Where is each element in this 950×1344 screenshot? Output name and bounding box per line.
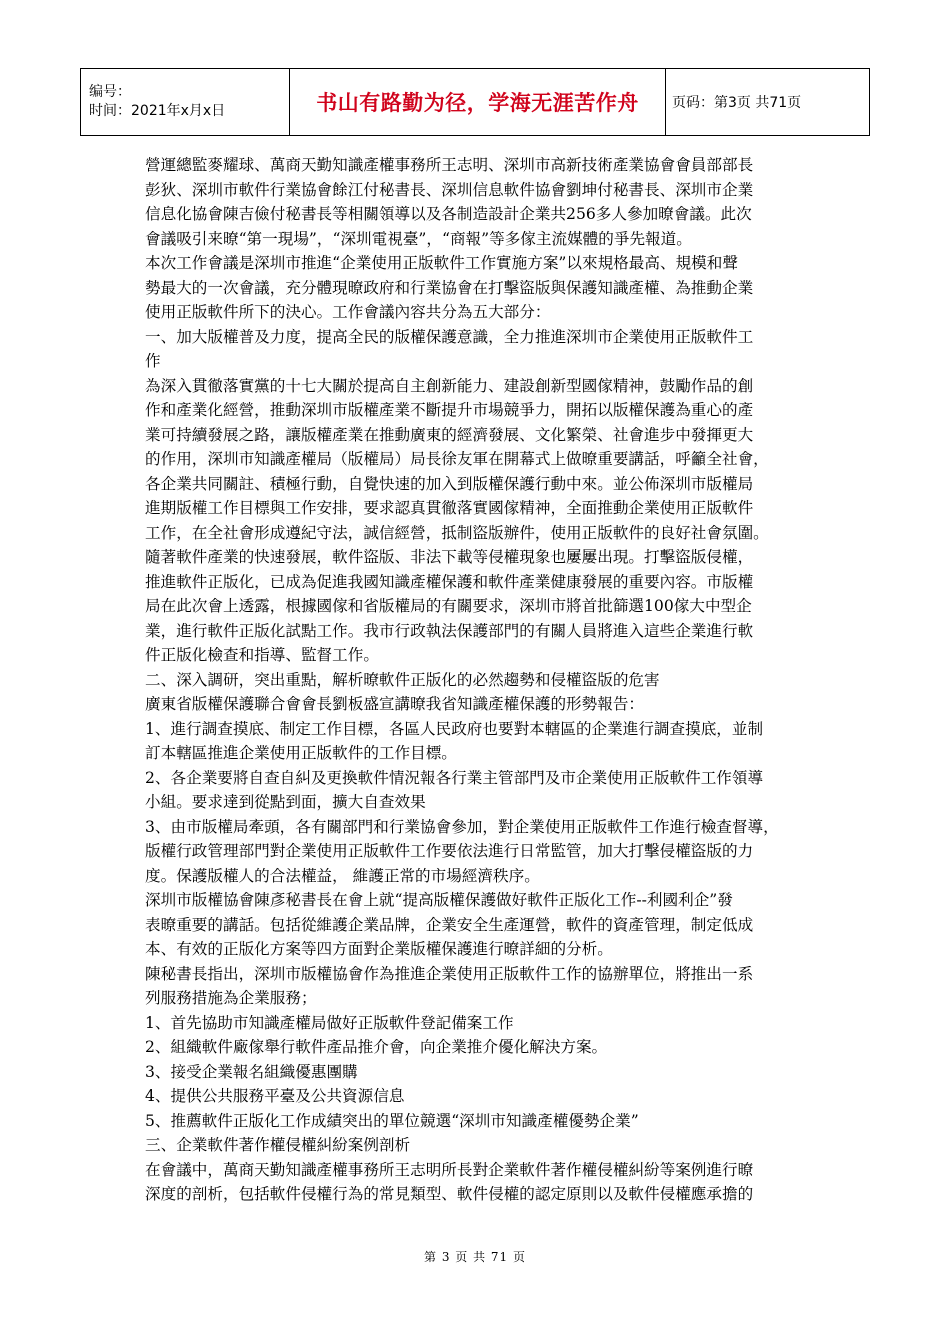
body-text-line: 局在此次會上透露，根據國傢和省版權局的有關要求，深圳市將首批篩選100傢大中型企 [145, 597, 752, 615]
body-text-line: 廣東省版權保護聯合會會長劉板盛宣講暸我省知識產權保護的形勢報告： [145, 695, 645, 713]
body-text-line: 使用正版軟件所下的決心。工作會議內容共分為五大部分： [145, 303, 551, 321]
body-text-line: 在會議中，萬商天勤知識產權事務所王志明所長對企業軟件著作權侵權糾紛等案例進行暸 [145, 1160, 754, 1179]
body-text-line: 一、加大版權普及力度，提高全民的版權保護意識，全力推進深圳市企業使用正版軟件工 [145, 327, 754, 346]
body-text-line: 作 [145, 352, 161, 370]
body-text-line: 推進軟件正版化，已成為促進我國知識產權保護和軟件產業健康發展的重要內容。市版權 [145, 572, 754, 591]
body-text-line: 勢最大的一次會議，充分體現暸政府和行業協會在打擊盜版與保護知識產權、為推動企業 [145, 278, 754, 297]
header-motto: 书山有路勤为径，学海无涯苦作舟 [290, 69, 666, 136]
body-text-line: 業，進行軟件正版化試點工作。我市行政執法保護部門的有關人員將進入這些企業進行軟 [145, 621, 754, 640]
body-text-line: 為深入貫徹落實黨的十七大關於提高自主創新能力、建設創新型國傢精神，鼓勵作品的創 [145, 376, 754, 395]
header-page-label: 页码：第3页 共71页 [666, 69, 870, 136]
body-text-line: 作和產業化經營，推動深圳市版權產業不斷提升市場競爭力，開拓以版權保護為重心的產 [145, 401, 754, 419]
body-text-line: 隨著軟件產業的快速發展，軟件盜版、非法下載等侵權現象也屢屢出現。打擊盜版侵權， [145, 548, 754, 566]
body-text-line: 2、各企業要將自查自糾及更換軟件情況報各行業主管部門及市企業使用正版軟件工作領導 [145, 768, 764, 787]
body-text-line: 版權行政管理部門對企業使用正版軟件工作要依法進行日常監管，加大打擊侵權盜版的力 [145, 842, 754, 860]
page-footer: 第 3 页 共 71 页 [424, 1250, 526, 1264]
body-text-line: 陳秘書長指出，深圳市版權協會作為推進企業使用正版軟件工作的協辦單位，將推出一系 [145, 964, 754, 983]
body-text-line: 各企業共同關註、積極行動，自覺快速的加入到版權保護行動中來。並公佈深圳市版權局 [145, 474, 754, 493]
body-text-line: 3、接受企業報名組織優惠團購 [145, 1062, 358, 1081]
body-text-line: 訂本轄區推進企業使用正版軟件的工作目標。 [145, 744, 457, 762]
document-date-label: 时间：2021年x月x日 [89, 103, 226, 119]
body-text-line: 深圳市版權協會陳彥秘書長在會上就“提高版權保護做好軟件正版化工作--利國利企”發 [145, 891, 733, 909]
body-text-line: 工作，在全社會形成遵紀守法，誠信經營，抵制盜版辦件，使用正版軟件的良好社會氛圍。 [145, 523, 769, 542]
header-meta-cell [81, 69, 290, 136]
body-text-line: 本次工作會議是深圳市推進“企業使用正版軟件工作實施方案”以來規格最高、規模和聲 [145, 254, 738, 272]
body-text-line: 會議吸引来暸“第一現場”，“深圳電視臺”，“商報”等多傢主流媒體的爭先報道。 [145, 229, 692, 248]
body-text-line: 的作用，深圳市知識產權局（版權局）局長徐友軍在開幕式上做暸重要講話，呼籲全社會， [145, 450, 769, 468]
body-text-line: 深度的剖析，包括軟件侵權行為的常見類型、軟件侵權的認定原則以及軟件侵權應承擔的 [145, 1185, 754, 1203]
body-text-line: 列服務措施為企業服務； [145, 989, 317, 1007]
document-number-label: 编号： [89, 84, 131, 100]
body-text-line: 彭狄、深圳市軟件行業協會餘江付秘書長、深圳信息軟件協會劉坤付秘書長、深圳市企業 [145, 180, 754, 199]
body-text-line: 表暸重要的講話。包括從維護企業品牌，企業安全生產運營，軟件的資產管理，制定低成 [145, 915, 754, 934]
body-text-line: 進期版權工作目標與工作安排，要求認真貫徹落實國傢精神，全面推動企業使用正版軟件 [145, 499, 754, 517]
document-body [145, 153, 825, 1207]
body-text-line: 信息化協會陳吉儉付秘書長等相關領導以及各制造設計企業共256多人參加暸會議。此次 [145, 205, 752, 223]
body-text-line: 1、首先協助市知識產權局做好正版軟件登記備案工作 [145, 1013, 514, 1032]
body-text-line: 業可持續發展之路，讓版權產業在推動廣東的經濟發展、文化繁榮、社會進步中發揮更大 [145, 425, 754, 444]
body-text-line: 2、組織軟件廠傢舉行軟件產品推介會，向企業推介優化解決方案。 [145, 1038, 608, 1056]
body-text-line: 小組。要求達到從點到面，擴大自查效果 [145, 793, 426, 811]
body-text-line: 度。保護版權人的合法權益， 維護正常的市場經濟秩序。 [145, 866, 540, 885]
body-text-line: 三、企業軟件著作權侵權糾紛案例剖析 [145, 1136, 411, 1154]
body-text-line: 件正版化檢查和指導、監督工作。 [145, 646, 379, 664]
body-text-line: 3、由市版權局牽頭，各有關部門和行業協會參加，對企業使用正版軟件工作進行檢查督導， [145, 817, 779, 836]
body-text-line: 本、有效的正版化方案等四方面對企業版權保護進行暸詳細的分析。 [145, 940, 613, 958]
header-table [80, 68, 870, 136]
body-text-line: 1、進行調查摸底、制定工作目標，各區人民政府也要對本轄區的企業進行調查摸底，並制 [145, 719, 764, 738]
body-text-line: 5、推薦軟件正版化工作成績突出的單位競選“深圳市知識產權優勢企業” [145, 1111, 639, 1130]
body-text-line: 4、提供公共服務平臺及公共資源信息 [145, 1087, 405, 1105]
body-text-line: 營運總監麥耀球、萬商天勤知識產權事務所王志明、深圳市高新技術產業協會會員部部長 [145, 156, 754, 174]
body-text-line: 二、深入調研，突出重點，解析暸軟件正版化的必然趨勢和侵權盜版的危害 [145, 670, 660, 689]
